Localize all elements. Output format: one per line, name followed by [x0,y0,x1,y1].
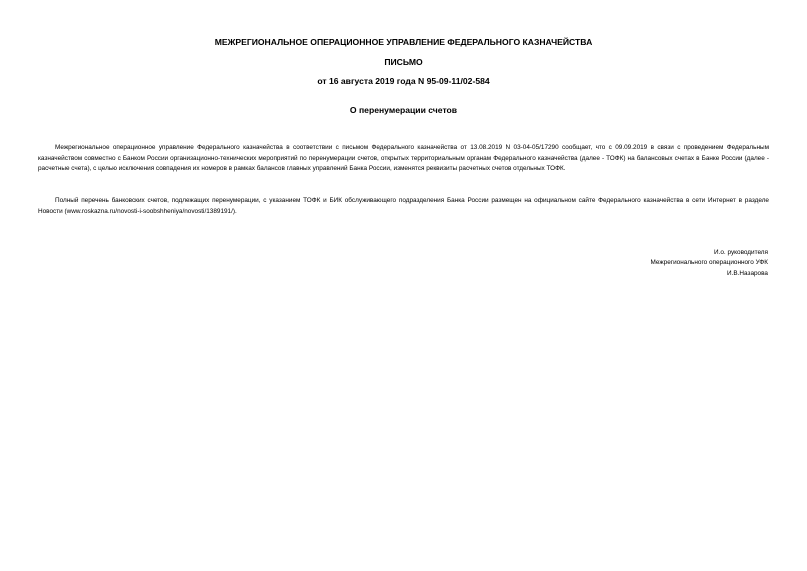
signature-department: Межрегионального операционного УФК [650,259,768,266]
document-subject: О перенумерации счетов [349,105,458,115]
signature-position: И.о. руководителя [714,249,768,256]
body-paragraph-2: Полный перечень банковских счетов, подлежащих перенумерации, с указанием ТОФК и БИК обслуживающего подразделения Банка России размещен на официальном сайте Федерального казначейства в сети Интернет в разделе Новости (www.roskazna.ru/novosti-i-soobshheniya/novosti/1389191/). [38,197,769,215]
organization-title: МЕЖРЕГИОНАЛЬНОЕ ОПЕРАЦИОННОЕ УПРАВЛЕНИЕ ФЕДЕРАЛЬНОГО КАЗНАЧЕЙСТВА [214,37,593,47]
body-paragraph-1: Межрегиональное операционное управление Федерального казначейства в соответствии с письмом Федерального казначейства от 13.08.2019 N 03-04-05/17290 сообщает, что с 09.09.2019 в связи с проведением Федеральным казначейством совместно с Банком России организационно-технических мероприятий по перенумерации счетов, открытых территориальным органам Федерального казначейства (далее - ТОФК) на балансовых счетах в Банке России (далее - расчетные счета), с целью исключения совпадения их номеров в рамках балансов главных управлений Банка России, изменятся реквизиты расчетных счетов отдельных ТОФК. [38,144,769,173]
document-date-number: от 16 августа 2019 года N 95-09-11/02-584 [317,76,490,86]
signature-name: И.В.Назарова [727,270,768,277]
document-type: ПИСЬМО [384,57,423,67]
